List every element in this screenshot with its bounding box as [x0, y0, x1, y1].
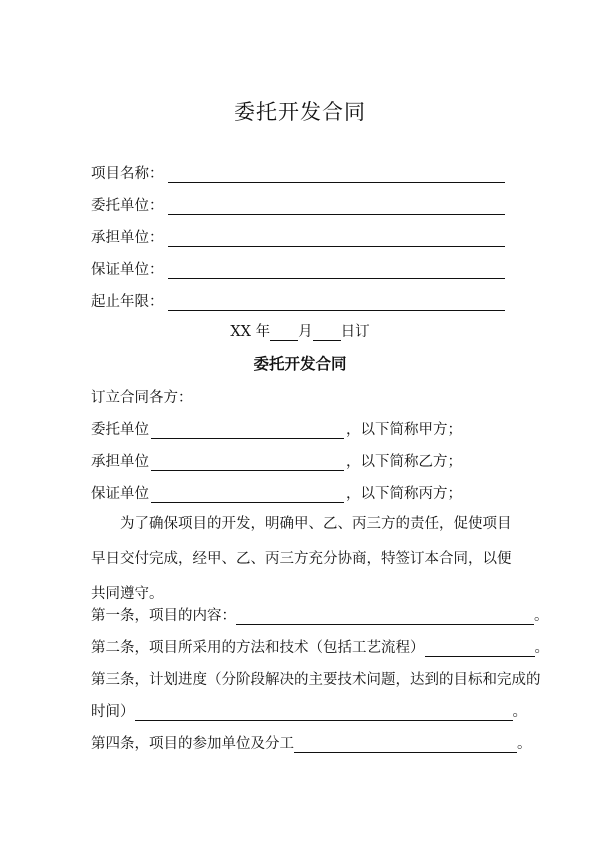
clause-text: 时间）	[91, 704, 135, 720]
clause-text: 第一条，项目的内容：	[91, 608, 236, 624]
field-blank-line	[168, 258, 505, 279]
field-undertaking-party	[91, 226, 505, 248]
field-label: 承担单位：	[91, 230, 164, 246]
clause-end: 。	[517, 736, 532, 752]
clause-blank-line	[236, 608, 534, 625]
party-a-row	[91, 418, 462, 439]
field-label: 保证单位：	[91, 262, 164, 278]
clause-blank-line	[425, 640, 535, 657]
party-suffix: ，以下简称丙方；	[346, 486, 462, 502]
clause-text: 第四条，项目的参加单位及分工	[91, 736, 294, 752]
field-blank-line	[168, 290, 505, 311]
party-blank-line	[151, 422, 344, 439]
field-guarantor	[91, 258, 505, 280]
date-day: 日订	[340, 324, 370, 340]
clause-end: 。	[512, 704, 527, 720]
date-year: XX 年	[230, 324, 271, 340]
party-label: 保证单位	[91, 486, 149, 502]
clause-4	[91, 732, 532, 753]
field-label: 委托单位：	[91, 198, 164, 214]
party-b-row	[91, 450, 462, 471]
clause-blank-line	[294, 736, 517, 753]
clause-text: 第二条，项目所采用的方法和技术（包括工艺流程）	[91, 640, 425, 656]
clause-blank-line	[135, 704, 513, 721]
date-month: 月	[298, 324, 313, 340]
party-suffix: ，以下简称乙方；	[346, 454, 462, 470]
field-term	[91, 290, 505, 312]
party-label: 承担单位	[91, 454, 149, 470]
field-blank-line	[168, 194, 505, 215]
clause-3-line-1: 第三条，计划进度（分阶段解决的主要技术问题，达到的目标和完成的	[91, 672, 541, 688]
party-blank-line	[151, 486, 344, 503]
date-blank-day	[313, 324, 341, 341]
party-label: 委托单位	[91, 422, 149, 438]
signing-date	[0, 320, 600, 341]
field-blank-line	[168, 226, 505, 247]
parties-intro: 订立合同各方：	[91, 390, 193, 406]
clause-2	[91, 636, 549, 657]
field-label: 项目名称：	[91, 166, 164, 182]
date-blank-month	[270, 324, 298, 341]
field-entrusting-party	[91, 194, 505, 216]
field-blank-line	[168, 162, 505, 183]
clause-end: 。	[534, 640, 549, 656]
preamble-paragraph: 为了确保项目的开发，明确甲、乙、丙三方的责任，促使项目早日交付完成，经甲、乙、丙三方充分协商，特签订本合同，以便共同遵守。	[91, 516, 512, 602]
party-suffix: ，以下简称甲方；	[346, 422, 462, 438]
clause-end: 。	[534, 608, 549, 624]
document-title: 委托开发合同	[234, 100, 366, 124]
clause-1	[91, 604, 549, 625]
field-project-name	[91, 162, 505, 184]
party-c-row	[91, 482, 462, 503]
party-blank-line	[151, 454, 344, 471]
field-label: 起止年限：	[91, 294, 164, 310]
clause-3-line-2	[91, 700, 527, 721]
contract-subtitle: 委托开发合同	[253, 355, 347, 373]
